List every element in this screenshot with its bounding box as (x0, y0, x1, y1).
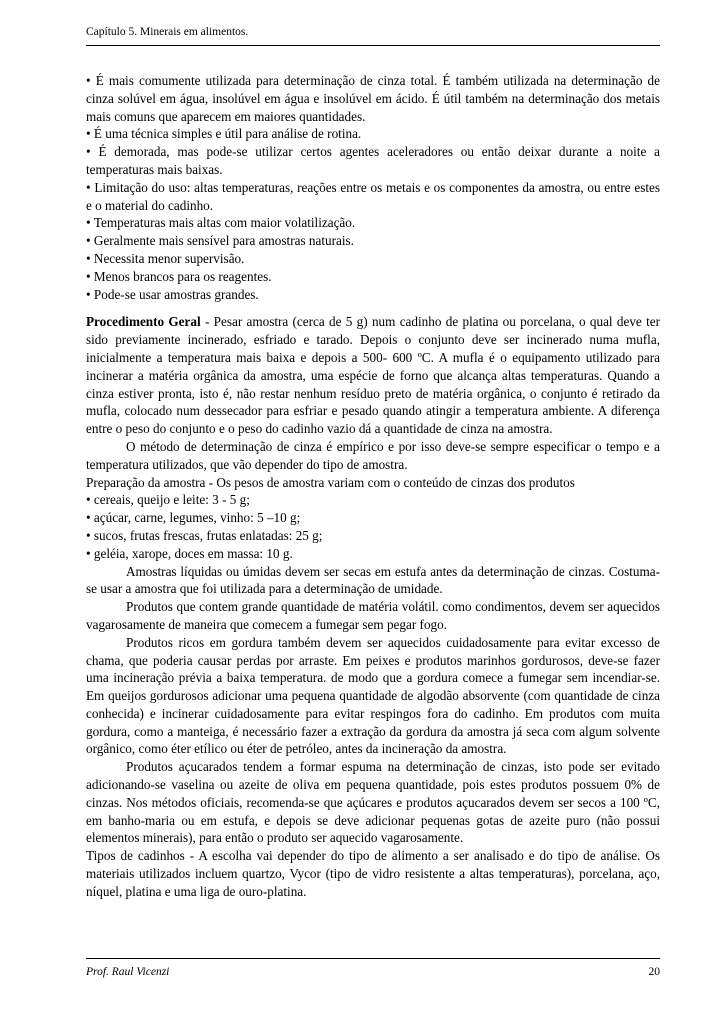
header-divider (86, 45, 660, 46)
sample-weight-item: • cereais, queijo e leite: 3 - 5 g; (86, 491, 660, 509)
sample-weight-item: • geléia, xarope, doces em massa: 10 g. (86, 545, 660, 563)
procedure-text: - Pesar amostra (cerca de 5 g) num cadinho de platina ou porcelana, o qual deve ter sido previamente incinerado, esfriado e tarado. Depois o conjunto deve ser incinerado numa mufla, inicialmente a temperatura mais baixa e depois a 500- 600 ºC. A mufla é o equipamento utilizado para incinerar a matéria orgânica da amostra, uma espécie de forno que alcança altas temperaturas. Quando a cinza estiver pronta, isto é, não restar nenhum resíduo preto de matéria orgânica, o conjunto é retirado da mufla, colocado num dessecador para esfriar e pesado quando atingir a temperatura ambiente. A diferença entre o peso do conjunto e o peso do cadinho vazio dá a quantidade de cinza na amostra. (86, 314, 660, 437)
sample-weight-item: • açúcar, carne, legumes, vinho: 5 –10 g; (86, 509, 660, 527)
empirical-paragraph: O método de determinação de cinza é empírico e por isso deve-se sempre especificar o tempo e a temperatura utilizados, que vão depender do tipo de amostra. (86, 438, 660, 472)
bullet-item: • Pode-se usar amostras grandes. (86, 286, 660, 304)
procedure-title: Procedimento Geral (86, 314, 201, 330)
sugary-products-paragraph: Produtos açucarados tendem a formar espuma na determinação de cinzas, isto pode ser evitado adicionando-se vaselina ou azeite de oliva em pequena quantidade, pois estes produtos possuem 0% de cinzas. Nos métodos oficiais, recomenda-se que açúcares e produtos açucarados devem ser secos a 100 ºC, em banho-maria ou em estufa, e depois se deve adicionar pequenas gotas de azeite puro (não possui elementos minerais), para então o produto ser aquecido vagarosamente. (86, 759, 660, 846)
footer-author: Prof. Raul Vicenzi (86, 966, 170, 978)
footer-divider (86, 958, 660, 959)
bullet-item: • Necessita menor supervisão. (86, 250, 660, 268)
bullet-item: • É demorada, mas pode-se utilizar certos agentes aceleradores ou então deixar durante a noite a temperaturas mais baixas. (86, 143, 660, 179)
bullet-item: • Menos brancos para os reagentes. (86, 268, 660, 286)
procedure-paragraph (86, 313, 660, 438)
chapter-header: Capítulo 5. Minerais em alimentos. (86, 26, 249, 38)
page-number: 20 (648, 966, 660, 978)
bullet-item: • Temperaturas mais altas com maior volatilização. (86, 214, 660, 232)
bullet-item: • É mais comumente utilizada para determinação de cinza total. É também utilizada na determinação de cinza solúvel em água, insolúvel em água e insolúvel em ácido. É útil também na determinação dos metais mais comuns que aparecem em maiores quantidades. (86, 72, 660, 125)
bullet-item: • É uma técnica simples e útil para análise de rotina. (86, 125, 660, 143)
bullet-item: • Geralmente mais sensível para amostras naturais. (86, 232, 660, 250)
preparation-intro: Preparação da amostra - Os pesos de amostra variam com o conteúdo de cinzas dos produtos (86, 474, 575, 490)
liquid-samples-paragraph: Amostras líquidas ou úmidas devem ser secas em estufa antes da determinação de cinzas. Costuma-se usar a amostra que foi utilizada para a determinação de umidade. (86, 563, 660, 597)
crucible-types-paragraph: Tipos de cadinhos - A escolha vai depender do tipo de alimento a ser analisado e do tipo de análise. Os materiais utilizados incluem quartzo, Vycor (tipo de vidro resistente a altas temperaturas), porcelana, aço, níquel, platina e uma liga de ouro-platina. (86, 848, 660, 899)
fatty-products-paragraph: Produtos ricos em gordura também devem ser aquecidos cuidadosamente para evitar excesso de chama, que poderia causar perdas por arraste. Em peixes e produtos marinhos gordurosos, deve-se fazer uma incineração prévia a baixa temperatura. de modo que a gordura comece a fumegar sem incendiar-se. Em queijos gordurosos adicionar uma pequena quantidade de algodão absorvente (com quantidade de cinza conhecida) e incinerar cuidadosamente para evitar respingos fora do cadinho. Em produtos com muita gordura, como a manteiga, é necessário fazer a extração da gordura da amostra já seca com algum solvente orgânico, como éter etílico ou éter de petróleo, antes da incineração da amostra. (86, 634, 660, 757)
page-body (86, 72, 660, 901)
section-spacer (86, 303, 660, 313)
sample-weight-item: • sucos, frutas frescas, frutas enlatadas: 25 g; (86, 527, 660, 545)
volatile-products-paragraph: Produtos que contem grande quantidade de matéria volátil. como condimentos, devem ser aquecidos vagarosamente de maneira que comecem a fumegar sem pegar fogo. (86, 599, 660, 632)
bullet-item: • Limitação do uso: altas temperaturas, reações entre os metais e os componentes da amostra, ou entre estes e o material do cadinho. (86, 179, 660, 215)
